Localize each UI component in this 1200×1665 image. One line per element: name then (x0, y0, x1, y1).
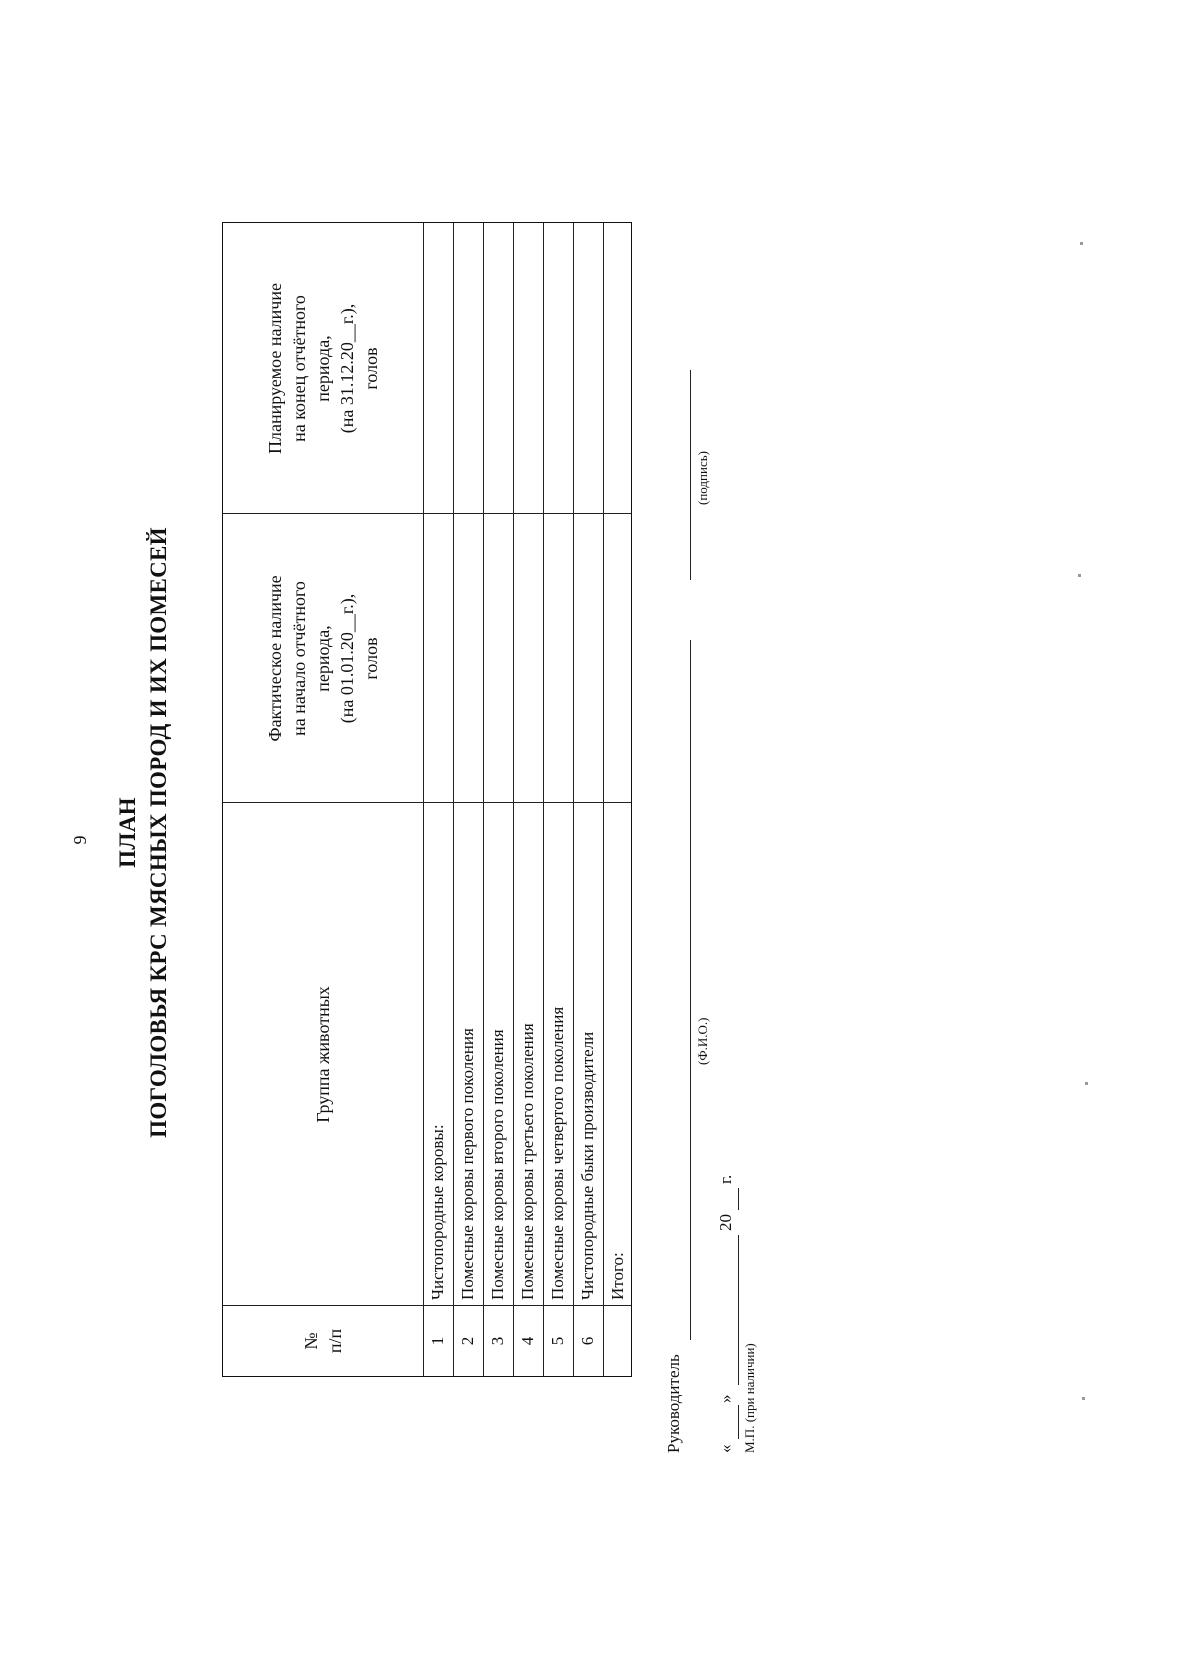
header-number-text: № п/п (301, 1328, 345, 1354)
date-year-suffix: г. (716, 1174, 735, 1184)
header-planned-text: Планируемое наличие на конец отчётного периода, (на 31.12.20__г.), голов (265, 283, 381, 454)
stamp-label: М.П. (при наличии) (742, 1343, 757, 1453)
fio-caption: (Ф.И.О.) (695, 1017, 710, 1065)
head-label: Руководитель (664, 1354, 683, 1453)
date-month-line (738, 1235, 739, 1385)
date-close-quote: » (716, 1394, 735, 1403)
row-total-label: Итого: (608, 1252, 627, 1300)
date-day-line (738, 1405, 739, 1439)
date-year-line (738, 1188, 739, 1210)
row-number: 6 (578, 1336, 597, 1346)
row-group-name: Помесные коровы первого поколения (458, 1028, 477, 1300)
scan-speck (1080, 242, 1083, 245)
row-group-name: Помесные коровы второго поколения (488, 1029, 507, 1300)
page-number: 9 (70, 835, 90, 845)
signature-caption: (подпись) (695, 451, 710, 505)
row-group-name: Чистопородные коровы: (428, 1124, 447, 1300)
row-group-name: Помесные коровы третьего поколения (518, 1023, 537, 1300)
scan-speck (1078, 574, 1081, 577)
header-actual-text: Фактическое наличие на начало отчётного периода, (на 01.01.20__г.), голов (265, 575, 381, 742)
document-title: ПЛАН (115, 797, 140, 868)
header-planned (223, 223, 423, 514)
row-number: 5 (548, 1336, 567, 1346)
row-group-name: Чистопородные быки производители (578, 1031, 597, 1300)
row-number: 3 (488, 1336, 507, 1346)
row-number: 2 (458, 1336, 477, 1346)
row-number: 1 (428, 1336, 447, 1346)
row-number (604, 1306, 632, 1376)
scan-speck (1085, 1082, 1088, 1085)
header-actual (223, 514, 423, 803)
header-group-text: Группа животных (313, 986, 333, 1123)
date-open-quote: « (716, 1444, 735, 1453)
row-divider (603, 223, 604, 1376)
signature-line (690, 370, 691, 580)
header-number (223, 1306, 423, 1376)
livestock-plan-table (222, 222, 632, 1377)
header-group (223, 803, 423, 1306)
row-group-name: Помесные коровы четвертого поколения (548, 1006, 567, 1300)
scan-speck (1082, 1397, 1085, 1400)
date-year-prefix: 20 (716, 1214, 735, 1231)
fio-line (690, 640, 691, 1340)
document-subtitle: ПОГОЛОВЬЯ КРС МЯСНЫХ ПОРОД И ИХ ПОМЕСЕЙ (146, 527, 171, 1138)
row-number: 4 (518, 1336, 537, 1346)
